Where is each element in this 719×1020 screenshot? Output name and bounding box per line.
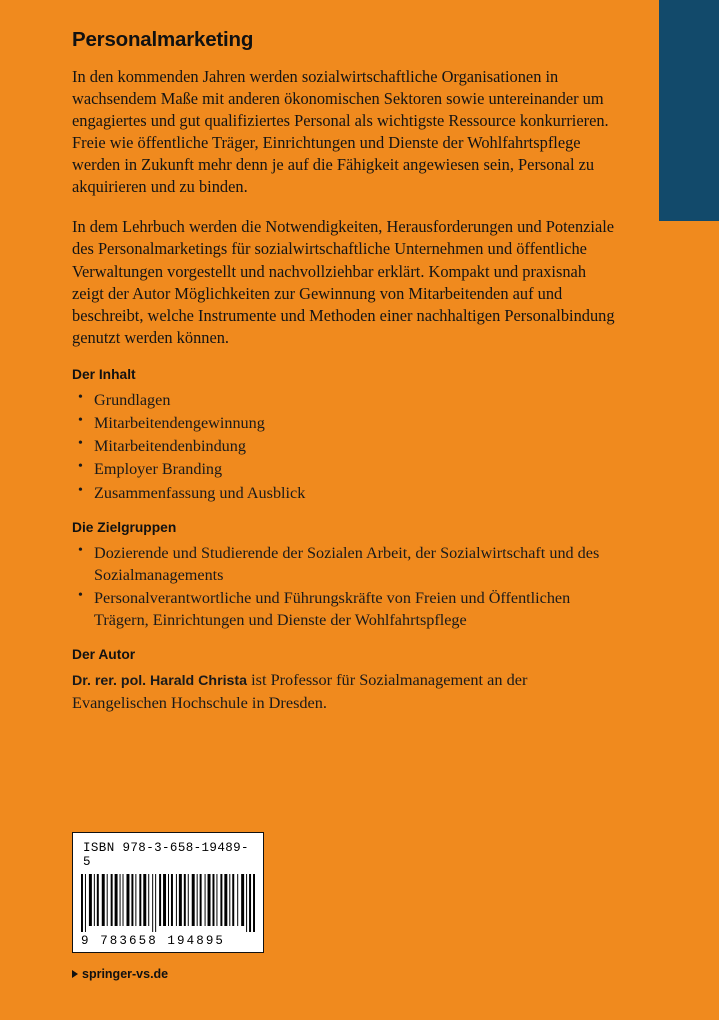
cover-accent-block: [659, 0, 719, 221]
list-item: [72, 542, 617, 586]
contents-item-label: Mitarbeitendenbindung: [94, 437, 246, 456]
barcode-digits: 9 783658 194895: [81, 934, 226, 948]
isbn-label: ISBN 978-3-658-19489-5: [83, 841, 249, 869]
contents-heading: Der Inhalt: [72, 366, 136, 382]
target-group-item-label: Dozierende und Studierende der Sozialen Arbeit, der Sozialwirtschaft und des Sozialmanagements: [94, 543, 600, 584]
publisher-link[interactable]: [72, 967, 282, 981]
isbn-area: [72, 832, 282, 981]
contents-item-label: Employer Branding: [94, 460, 223, 479]
list-item: [72, 482, 617, 504]
blurb-paragraph-1: In den kommenden Jahren werden sozialwirtschaftliche Organisationen in wachsendem Maße mit anderen ökonomischen Sektoren sowie untereinander um engagiertes und gut qualifiziertes Personal als wichtigste Ressource konkurrieren. Freie wie öffentliche Träger, Einrichtungen und Dienste der Wohlfahrtspflege werden in Zukunft mehr denn je auf die Fähigkeit angewiesen sein, Personal zu akquirieren und zu binden.: [72, 67, 609, 197]
contents-item-label: Grundlagen: [94, 390, 171, 409]
isbn-box: [72, 832, 264, 953]
author-bio: [72, 669, 617, 713]
author-description: ist Professor für Sozialmanagement an der Evangelischen Hochschule in Dresden.: [72, 670, 528, 712]
list-item: [72, 587, 617, 631]
publisher-label: springer-vs.de: [82, 967, 169, 981]
target-groups-list: [72, 542, 617, 632]
list-item: [72, 458, 617, 480]
contents-item-label: Zusammenfassung und Ausblick: [94, 483, 306, 502]
page-title: Personalmarketing: [72, 28, 254, 51]
back-cover-content: [72, 28, 617, 713]
target-groups-heading: Die Zielgruppen: [72, 519, 177, 535]
author-name: Dr. rer. pol. Harald Christa: [72, 673, 248, 690]
blurb-paragraph-2: In dem Lehrbuch werden die Notwendigkeiten, Herausforderungen und Potenziale des Personalmarketings für sozialwirtschaftliche Unternehmen und öffentliche Verwaltungen vorgestellt und nachvollziehbar erklärt. Kompakt und praxisnah zeigt der Autor Möglichkeiten zur Gewinnung von Mitarbeitenden auf und beschreibt, welche Instrumente und Methoden einer nachhaltigen Personalbindung genutzt werden können.: [72, 217, 615, 347]
list-item: [72, 435, 617, 457]
triangle-right-icon: [72, 970, 78, 978]
barcode-image: [81, 874, 255, 932]
author-heading: Der Autor: [72, 647, 136, 663]
list-item: [72, 389, 617, 411]
contents-item-label: Mitarbeitendengewinnung: [94, 413, 265, 432]
contents-list: [72, 389, 617, 504]
list-item: [72, 412, 617, 434]
target-group-item-label: Personalverantwortliche und Führungskräfte von Freien und Öffentlichen Trägern, Einrichtungen und Dienste der Wohlfahrtspflege: [94, 589, 571, 630]
